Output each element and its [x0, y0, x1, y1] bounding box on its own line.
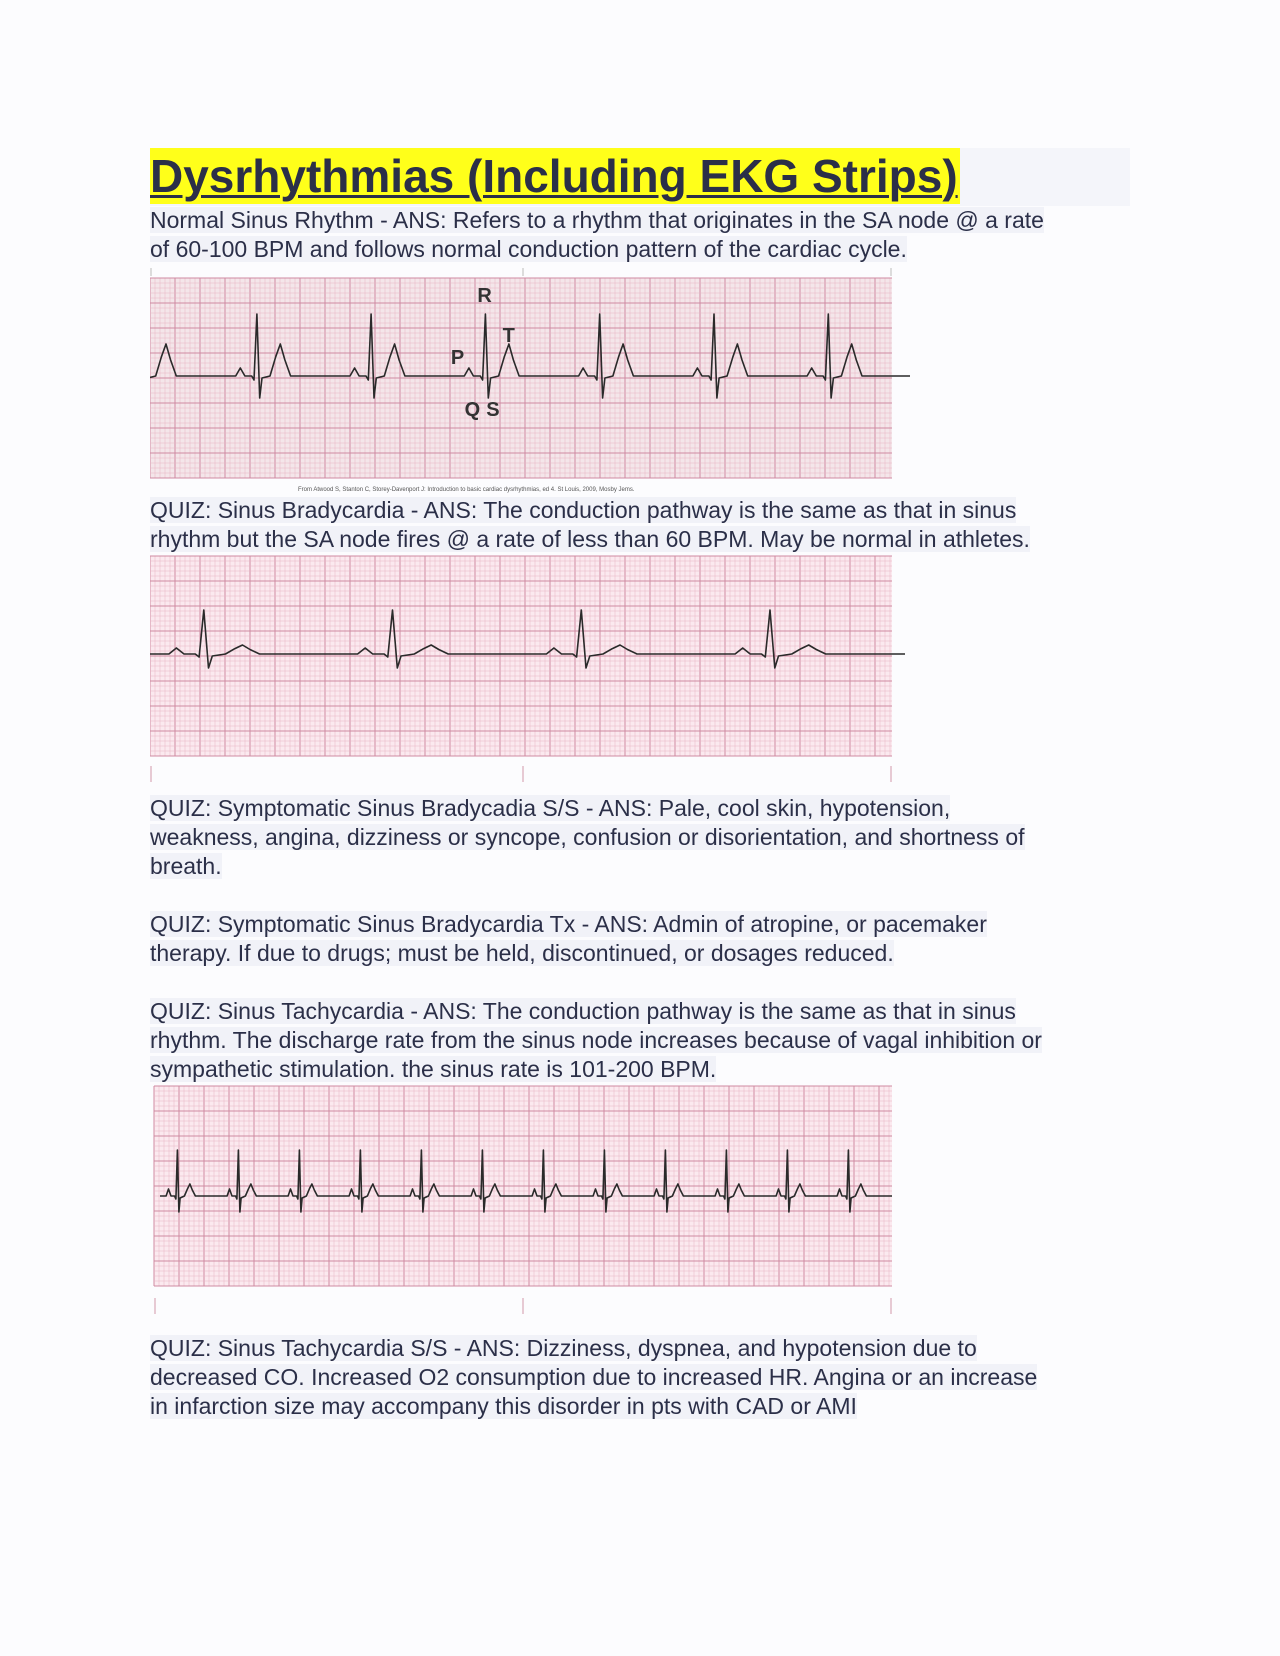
entry-symptomatic-brady-ss [150, 794, 1130, 881]
label-r: R [477, 285, 492, 307]
entry-sinus-tachycardia-ss [150, 1334, 1130, 1421]
entry-symptomatic-brady-tx [150, 910, 1130, 968]
entry-sinus-tachycardia [150, 997, 1130, 1084]
entry-text: QUIZ: Sinus Tachycardia - ANS: The conduction pathway is the same as that in sinus rhythm. The discharge rate from the sinus node increases because of vagal inhibition or sympathetic stimulation. the sinus rate is 101-200 BPM. [150, 998, 1042, 1082]
ekg-grid [154, 1086, 892, 1286]
entry-text: QUIZ: Sinus Bradycardia - ANS: The conduction pathway is the same as that in sinus rhythm but the SA node fires @ a rate of less than 60 BPM. May be normal in athletes. [150, 497, 1030, 552]
label-t: T [502, 325, 515, 347]
label-q: Q [464, 399, 481, 421]
entry-text: QUIZ: Sinus Tachycardia S/S - ANS: Dizziness, dyspnea, and hypotension due to decreased CO. Increased O2 consumption due to increased HR. Angina or an increase in infarction size may accompany this disorder in pts with CAD or AMI [150, 1335, 1038, 1419]
ekg-strip-sinus-tachycardia [150, 1084, 1130, 1334]
document-title: Dysrhythmias (Including EKG Strips) [150, 150, 958, 202]
ekg-strip-image [150, 554, 910, 794]
entry-text: Normal Sinus Rhythm - ANS: Refers to a rhythm that originates in the SA node @ a rate of 60-100 BPM and follows normal conduction pattern of the cardiac cycle. [150, 207, 1044, 262]
ekg-strip-sinus-bradycardia [150, 554, 1130, 794]
entry-text: QUIZ: Symptomatic Sinus Bradycardia Tx - ANS: Admin of atropine, or pacemaker therapy. If due to drugs; must be held, discontinued, or dosages reduced. [150, 911, 987, 966]
title-bar [150, 148, 1130, 206]
entry-sinus-bradycardia [150, 496, 1130, 554]
label-p: P [450, 347, 465, 369]
paragraph-spacer [150, 881, 1130, 910]
document-page [150, 148, 1130, 1421]
entry-text: QUIZ: Symptomatic Sinus Bradycadia S/S - ANS: Pale, cool skin, hypotension, weakness, angina, dizziness or syncope, confusion or disorientation, and shortness of breath. [150, 795, 1025, 879]
ekg-strip-normal-sinus-rhythm [150, 264, 1130, 496]
ekg-strip-image [150, 264, 910, 496]
entry-normal-sinus-rhythm [150, 206, 1130, 264]
label-s: S [486, 399, 500, 421]
ekg-strip-image [150, 1084, 910, 1334]
figure-caption: From Atwood S, Stanton C, Storey-Davenport J: Introduction to basic cardiac dysrhythmias, ed 4. St Louis, 2009, Mosby Jems. [298, 487, 635, 493]
paragraph-spacer [150, 968, 1130, 997]
